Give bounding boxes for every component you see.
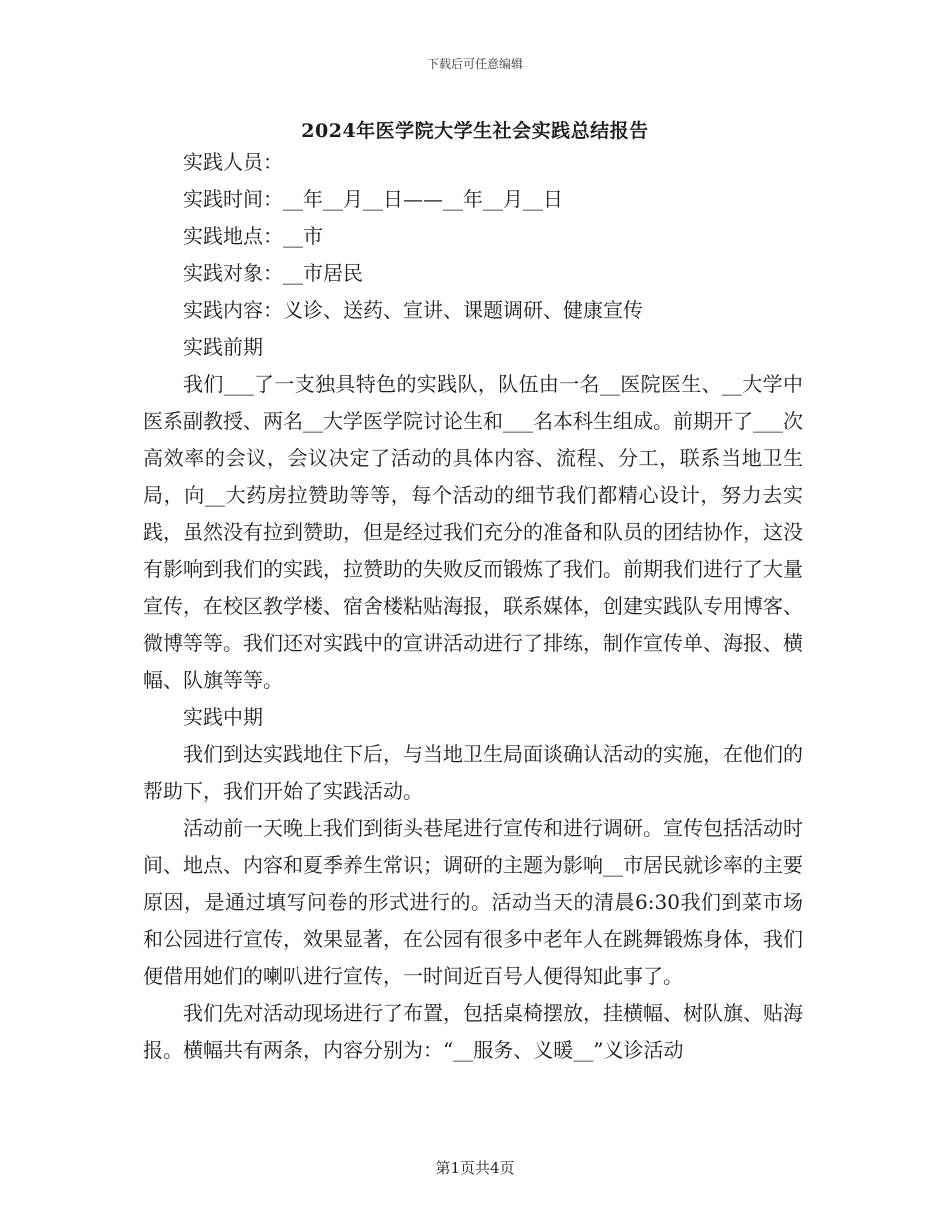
page-number: 第1页共4页 [435, 1159, 515, 1177]
document-body [143, 144, 803, 1069]
paragraph-venue-setup: 我们先对活动现场进行了布置，包括桌椅摆放，挂横幅、树队旗、贴海报。横幅共有两条，内容分别为：“__服务、义暖__”义诊活动 [143, 1001, 803, 1062]
paragraph-practice-members: 实践人员： [183, 150, 283, 174]
paragraph-practice-time: 实践时间：__年__月__日——__年__月__日 [183, 187, 563, 211]
paragraph-practice-target: 实践对象：__市居民 [183, 261, 363, 285]
page-header: 下载后可任意编辑 [426, 57, 523, 71]
paragraph-publicity: 活动前一天晚上我们到街头巷尾进行宣传和进行调研。宣传包括活动时间、地点、内容和夏季养生常识；调研的主题为影响__市居民就诊率的主要原因，是通过填写问卷的形式进行的。活动当天的清晨6:30我们到菜市场和公园进行宣传，效果显著，在公园有很多中老年人在跳舞锻炼身体，我们便借用她们的喇叭进行宣传，一时间近百号人便得知此事了。 [143, 816, 803, 988]
document-title: 2024年医学院大学生社会实践总结报告 [301, 120, 649, 142]
paragraph-practice-location: 实践地点：__市 [183, 224, 323, 248]
paragraph-arrival: 我们到达实践地住下后，与当地卫生局面谈确认活动的实施，在他们的帮助下，我们开始了实践活动。 [143, 742, 803, 803]
paragraph-early-stage: 我们___了一支独具特色的实践队，队伍由一名__医院医生、__大学中医系副教授、两名__大学医学院讨论生和___名本科生组成。前期开了___次高效率的会议，会议决定了活动的具体内容、流程、分工，联系当地卫生局，向__大药房拉赞助等等，每个活动的细节我们都精心设计，努力去实践，虽然没有拉到赞助，但是经过我们充分的准备和队员的团结协作，这没有影响到我们的实践，拉赞助的失败反而锻炼了我们。前期我们进行了大量宣传，在校区教学楼、宿舍楼粘贴海报，联系媒体，创建实践队专用博客、微博等等。我们还对实践中的宣讲活动进行了排练，制作宣传单、海报、横幅、队旗等等。 [143, 372, 803, 692]
section-heading-early-stage: 实践前期 [183, 335, 263, 359]
paragraph-practice-content: 实践内容：义诊、送药、宣讲、课题调研、健康宣传 [183, 298, 643, 322]
section-heading-middle-stage: 实践中期 [183, 705, 263, 729]
